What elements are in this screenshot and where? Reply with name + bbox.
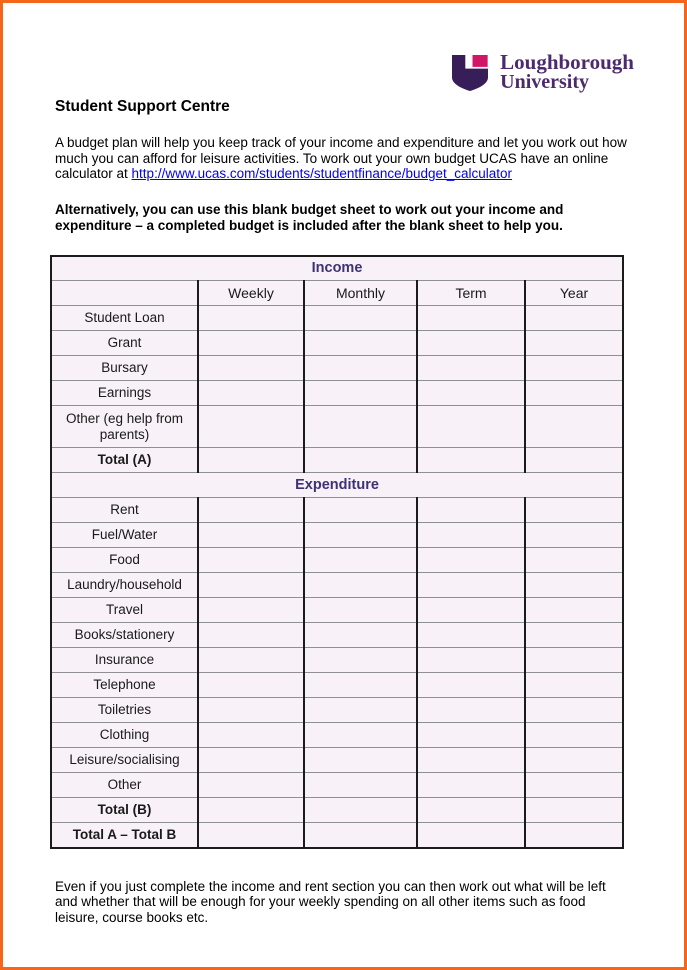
table-row [51,673,623,698]
value-cell [417,498,525,523]
column-header: Weekly [198,281,304,306]
value-cell [417,823,525,848]
value-cell [198,648,304,673]
value-cell [198,823,304,848]
value-cell [525,773,623,798]
value-cell [304,498,417,523]
value-cell [198,773,304,798]
value-cell [198,523,304,548]
logo-line1: Loughborough [500,50,634,74]
table-row [51,698,623,723]
value-cell [198,406,304,448]
value-cell [304,356,417,381]
value-cell [304,698,417,723]
intro-text: A budget plan will help you keep track of your income and expenditure and let you work out how much you can afford for leisure activities. To work out your own budget UCAS have an online calculator at [55,135,627,182]
value-cell [417,523,525,548]
value-cell [525,698,623,723]
value-cell [198,498,304,523]
row-label: Travel [51,598,198,623]
table-row [51,573,623,598]
row-label: Total A – Total B [51,823,198,848]
value-cell [417,623,525,648]
footer-paragraph: Even if you just complete the income and rent section you can then work out what will be left and whether that will be enough for your weekly spending on all other items such as food leisure, course books etc. [55,878,606,925]
value-cell [198,356,304,381]
value-cell [304,798,417,823]
value-cell [417,673,525,698]
value-cell [304,623,417,648]
table-row [51,823,623,848]
value-cell [417,573,525,598]
table-row [51,748,623,773]
value-cell [525,406,623,448]
row-label: Food [51,548,198,573]
table-row [51,381,623,406]
value-cell [525,823,623,848]
value-cell [417,698,525,723]
table-row [51,406,623,448]
value-cell [525,798,623,823]
loughborough-shield-icon [452,51,488,95]
value-cell [525,623,623,648]
row-label: Toiletries [51,698,198,723]
expenditure-section-row [51,473,623,498]
budget-table [50,255,624,849]
value-cell [417,356,525,381]
loughborough-university-logo [452,51,634,95]
column-header: Term [417,281,525,306]
income-section-row [51,256,623,281]
value-cell [417,773,525,798]
value-cell [525,356,623,381]
value-cell [198,306,304,331]
row-label: Bursary [51,356,198,381]
intro-paragraph [55,135,629,182]
value-cell [525,498,623,523]
value-cell [525,381,623,406]
value-cell [417,748,525,773]
value-cell [304,598,417,623]
value-cell [417,723,525,748]
value-cell [417,331,525,356]
value-cell [304,648,417,673]
row-label: Student Loan [51,306,198,331]
value-cell [304,331,417,356]
row-label: Total (B) [51,798,198,823]
table-row [51,773,623,798]
table-row [51,623,623,648]
value-cell [198,573,304,598]
value-cell [525,723,623,748]
value-cell [304,573,417,598]
table-row [51,356,623,381]
row-label: Leisure/socialising [51,748,198,773]
value-cell [417,448,525,473]
ucas-budget-calculator-link[interactable]: http://www.ucas.com/students/studentfinance/budget_calculator [131,166,513,182]
value-cell [304,406,417,448]
table-row [51,306,623,331]
table-row [51,498,623,523]
row-label: Clothing [51,723,198,748]
column-header: Monthly [304,281,417,306]
value-cell [525,573,623,598]
value-cell [304,306,417,331]
value-cell [304,673,417,698]
table-row [51,448,623,473]
value-cell [304,748,417,773]
value-cell [417,548,525,573]
value-cell [304,723,417,748]
value-cell [417,306,525,331]
row-label: Fuel/Water [51,523,198,548]
value-cell [304,448,417,473]
value-cell [304,773,417,798]
value-cell [417,406,525,448]
row-label: Total (A) [51,448,198,473]
value-cell [198,798,304,823]
row-label: Insurance [51,648,198,673]
table-row [51,798,623,823]
value-cell [198,623,304,648]
value-cell [198,331,304,356]
row-label: Grant [51,331,198,356]
value-cell [304,523,417,548]
alternative-paragraph: Alternatively, you can use this blank budget sheet to work out your income and expenditure – a completed budget is included after the blank sheet to help you. [55,202,564,233]
row-label: Laundry/household [51,573,198,598]
value-cell [304,548,417,573]
table-row [51,548,623,573]
value-cell [304,381,417,406]
value-cell [417,648,525,673]
row-label: Books/stationery [51,623,198,648]
value-cell [198,673,304,698]
value-cell [525,648,623,673]
expenditure-section-title: Expenditure [51,473,623,498]
value-cell [198,381,304,406]
value-cell [198,748,304,773]
value-cell [198,598,304,623]
value-cell [417,381,525,406]
logo-line2: University [500,71,590,93]
logo-wordmark [500,52,634,92]
value-cell [417,598,525,623]
column-header: Year [525,281,623,306]
value-cell [304,823,417,848]
table-row [51,648,623,673]
table-row [51,523,623,548]
value-cell [198,723,304,748]
value-cell [525,448,623,473]
row-label: Earnings [51,381,198,406]
value-cell [525,598,623,623]
row-label: Telephone [51,673,198,698]
income-section-title: Income [51,256,623,281]
value-cell [198,448,304,473]
value-cell [525,748,623,773]
table-row [51,331,623,356]
value-cell [417,798,525,823]
value-cell [525,523,623,548]
row-label: Other [51,773,198,798]
page-title: Student Support Centre [55,98,230,115]
column-header-row [51,281,623,306]
value-cell [525,331,623,356]
value-cell [525,673,623,698]
value-cell [525,548,623,573]
empty-header-cell [51,281,198,306]
value-cell [198,548,304,573]
value-cell [525,306,623,331]
table-row [51,723,623,748]
table-row [51,598,623,623]
row-label: Other (eg help from parents) [51,406,198,448]
value-cell [198,698,304,723]
row-label: Rent [51,498,198,523]
